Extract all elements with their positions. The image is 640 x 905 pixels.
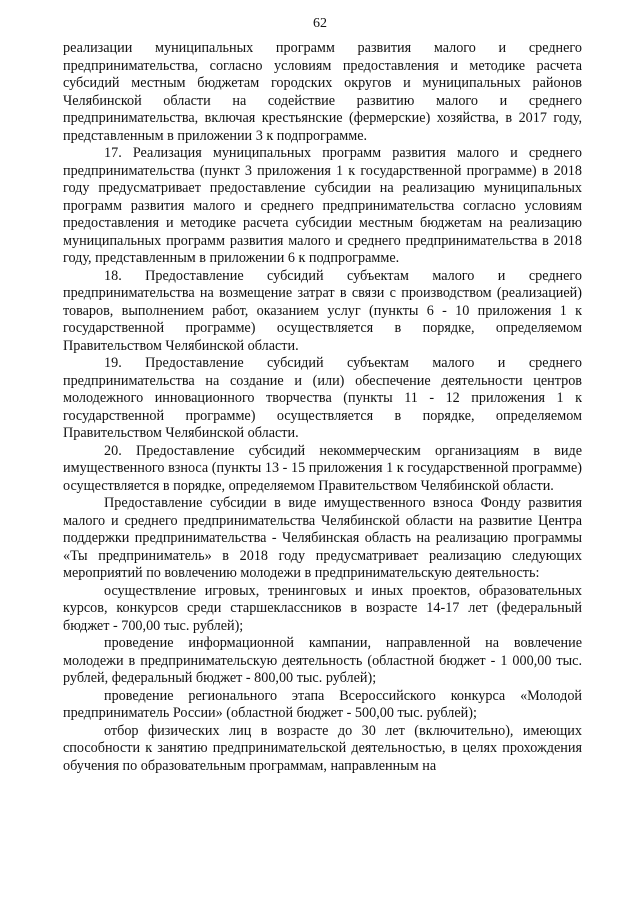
paragraph-activity-contest: проведение регионального этапа Всероссийского конкурса «Молодой предприниматель России» (областной бюджет - 500,00 тыс. рублей); — [63, 687, 582, 721]
paragraph-item-18: 18. Предоставление субсидий субъектам малого и среднего предпринимательства на возмещение затрат в связи с производством (реализацией) товаров, выполнением работ, оказанием услуг (пункты 6 - 10 приложения 1 к государственной программе) осуществляется в порядке, определяемом Правительством Челябинской области. — [63, 267, 582, 354]
paragraph-activity-campaign: проведение информационной кампании, направленной на вовлечение молодежи в предпринимательскую деятельность (областной бюджет - 1 000,00 тыс. рублей, федеральный бюджет - 800,00 тыс. рублей); — [63, 635, 582, 686]
paragraph-item-19: 19. Предоставление субсидий субъектам малого и среднего предпринимательства на создание и (или) обеспечение деятельности центров молодежного инновационного творчества (пункты 11 - 12 приложения 1 к государственной программе) осуществляется в порядке, определяемом Правительством Челябинской области. — [63, 355, 582, 441]
document-body — [63, 40, 582, 775]
paragraph-item-17: 17. Реализация муниципальных программ развития малого и среднего предпринимательства (пункт 3 приложения 1 к государственной программе) в 2018 году предусматривает предоставление субсидии на реализацию муниципальных программ развития малого и среднего предпринимательства согласно условиям предоставления и методике расчета субсидии местным бюджетам на реализацию муниципальных программ развития малого и среднего предпринимательства в 2018 году, представленным в приложении 6 к подпрограмме. — [63, 145, 582, 266]
page-number: 62 — [313, 16, 327, 31]
paragraph-activity-selection: отбор физических лиц в возрасте до 30 лет (включительно), имеющих способности к занятию предпринимательской деятельностью, в целях прохождения обучения по образовательным программам, направленным на — [63, 722, 582, 774]
paragraph-continuation: реализации муниципальных программ развития малого и среднего предпринимательства, согласно условиям предоставления и методике расчета субсидий местным бюджетам городских округов и муниципальных районов Челябинской области на содействие развитию малого и среднего предпринимательства, включая крестьянские (фермерские) хозяйства, в 2017 году, представленным в приложении 3 к подпрограмме. — [63, 40, 582, 144]
paragraph-item-20: 20. Предоставление субсидий некоммерческим организациям в виде имущественного взноса (пункты 13 - 15 приложения 1 к государственной программе) осуществляется в порядке, определяемом Правительством Челябинской области. — [63, 442, 582, 494]
paragraph-property-contribution: Предоставление субсидии в виде имущественного взноса Фонду развития малого и среднего предпринимательства Челябинской области на развитие Центра поддержки предпринимательства - Челябинская область на реализацию программы «Ты предприниматель» в 2018 году предусматривает реализацию следующих мероприятий по вовлечению молодежи в предпринимательскую деятельность: — [63, 495, 582, 581]
paragraph-activity-projects: осуществление игровых, тренинговых и иных проектов, образовательных курсов, конкурсов среди старшеклассников в возрасте 14-17 лет (федеральный бюджет - 700,00 тыс. рублей); — [63, 582, 582, 634]
